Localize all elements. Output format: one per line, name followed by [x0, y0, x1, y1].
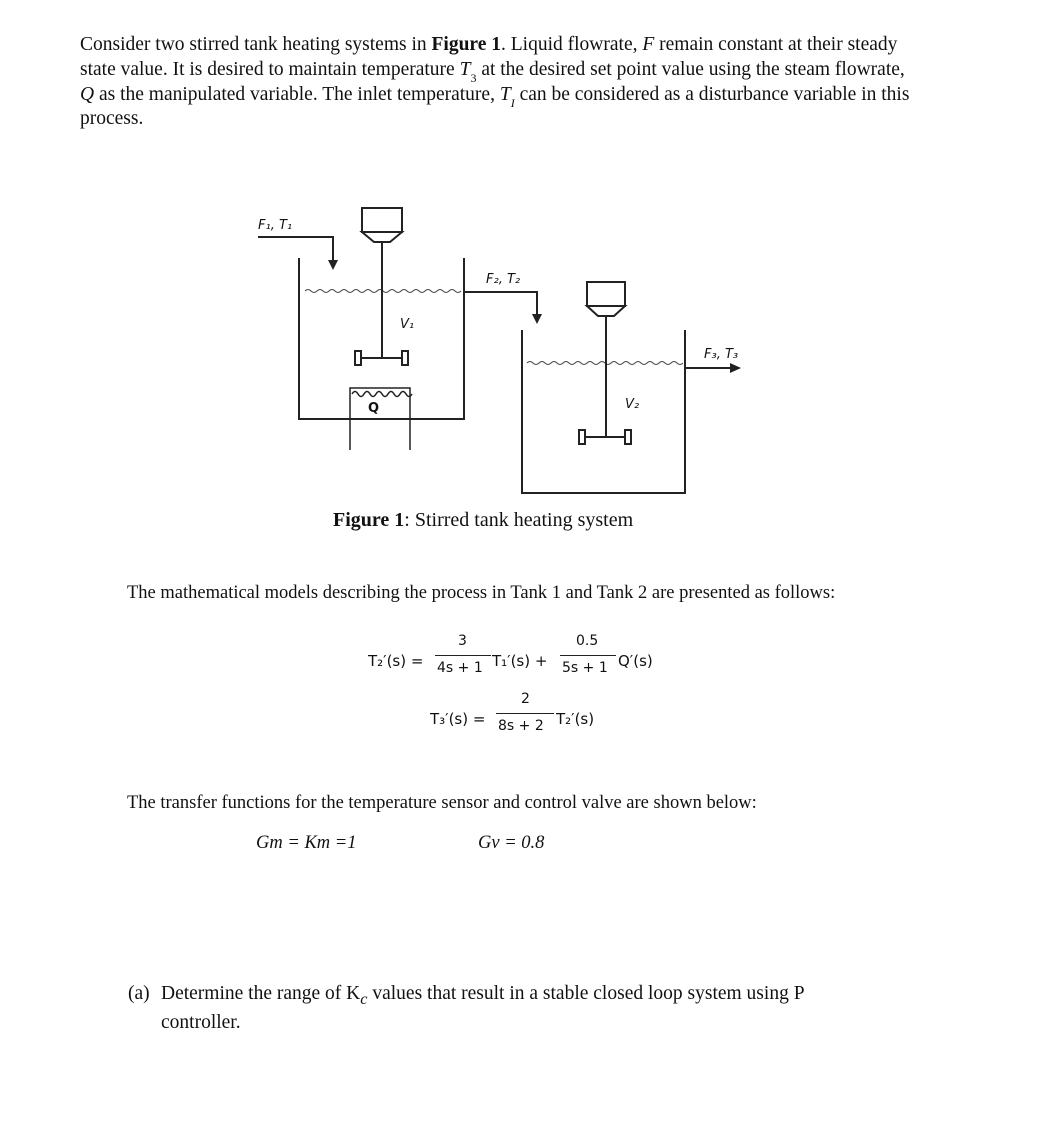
gv-value: Gv = 0.8 [478, 833, 545, 853]
inlet-pipe [258, 237, 333, 262]
gm-value: Gm = Km =1 [256, 833, 357, 853]
figure-ref: Figure 1 [431, 34, 502, 55]
label-v1: V₁ [400, 317, 415, 332]
transfer-pipe [464, 258, 537, 318]
label-f3t3: F₃, T₃ [704, 347, 739, 362]
question-a: (a) Determine the range of $K_c$ values that result in a stable closed loop system using P controller. [128, 983, 805, 1034]
transfer-intro: The transfer functions for the temperature sensor and control valve are shown below: [127, 793, 757, 813]
stirrer-1 [355, 208, 408, 365]
label-f2t2: F₂, T₂ [486, 272, 521, 287]
tank-2 [522, 330, 685, 493]
label-q: Q [368, 401, 380, 416]
figure-caption: Figure 1: Stirred tank heating system [333, 509, 634, 531]
models-intro: The mathematical models describing the process in Tank 1 and Tank 2 are presented as follows: [127, 583, 836, 603]
label-f1t1: F₁, T₁ [258, 218, 293, 233]
problem-intro: Consider two stirred tank heating systems in Figure 1. Liquid flowrate, F remain constant at their steady state value. It is desired to maintain temperature $T_3$ at the desired set point value using the steam flowrate, Q as the manipulated variable. The inlet temperature, $T_I$ can be considered as a disturbance variable in this process. [80, 34, 910, 130]
stirred-tank-diagram [0, 0, 1057, 540]
label-v2: V₂ [625, 397, 640, 412]
